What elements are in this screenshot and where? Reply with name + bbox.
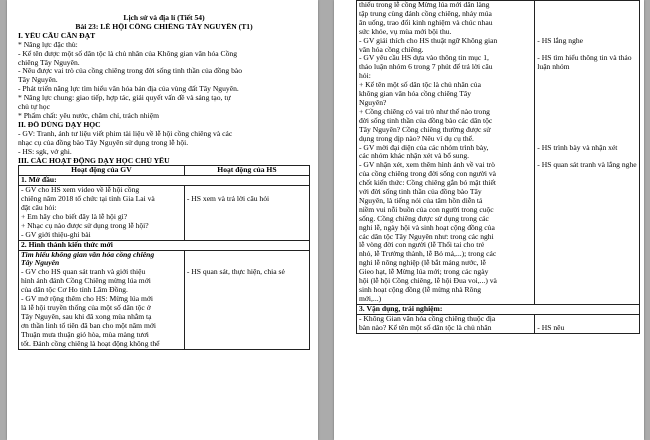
text-line xyxy=(537,152,637,161)
text-line xyxy=(537,99,637,108)
table-row xyxy=(357,314,640,333)
text-line xyxy=(537,46,637,55)
document-page-left xyxy=(7,0,318,440)
text-line: * Năng lực đặc thù: xyxy=(18,40,78,49)
text-line: Tìm hiểu không gian văn hóa cồng chiêng xyxy=(21,250,155,259)
text-line: của cồng chiêng trong đời sống con người và xyxy=(359,170,496,179)
text-line: luận nhóm xyxy=(537,63,570,72)
section-row xyxy=(19,176,310,186)
text-line: - GV cho HS quan sát tranh và giới thiệu xyxy=(21,268,146,277)
text-line: sức khỏe, vụ mùa mới bội thu. xyxy=(359,27,452,36)
text-line: - Nêu được vai trò của cồng chiêng trong đời sống tinh thần của đồng bào xyxy=(18,67,243,76)
text-line: là lễ hội truyền thống của một số dân tộc ở xyxy=(21,304,151,312)
text-line: + Nhạc cụ nào được sử dụng trong lễ hội? xyxy=(21,221,149,230)
text-line: - HS quan sát, thực hiện, chia sẻ xyxy=(186,268,285,277)
page-content xyxy=(18,14,310,350)
text-line: - GV giải thích cho HS thuật ngữ Không gian xyxy=(359,36,498,45)
text-line: - Phát triển năng lực tìm hiểu văn hóa bản địa của vùng đất Tây Nguyên. xyxy=(18,85,239,94)
document-page-right xyxy=(334,0,644,440)
text-line xyxy=(537,90,637,99)
text-line: - HS lắng nghe xyxy=(537,36,584,45)
text-line xyxy=(187,259,307,268)
text-line: Gieo hạt, lễ Mừng lúa mới; trong các ngày xyxy=(359,268,489,277)
table-row xyxy=(19,186,310,240)
text-line: - GV mở rộng thêm cho HS: Mừng lúa mới xyxy=(21,295,154,304)
text-line: - GV yêu cầu HS dựa vào thông tin mục 1, xyxy=(359,54,489,63)
text-line xyxy=(537,72,637,81)
text-line: Tây Nguyên? Cồng chiêng thường được sử xyxy=(359,125,491,134)
text-line: nghi lễ nông nghiệp (lễ bắt máng nước, lễ xyxy=(359,259,486,268)
text-line: - GV nhận xét, xem thêm hình ảnh về vai trò xyxy=(359,161,495,170)
text-line: II. ĐỒ DÙNG DẠY HỌC xyxy=(18,120,101,129)
text-line: - HS nêu xyxy=(537,323,565,332)
text-line: - GV cho HS xem video về lễ hội cồng xyxy=(21,186,140,195)
text-line: Thuận mưa thuận gió hòa, mùa màng tươi xyxy=(21,330,149,339)
text-line: hỏi: xyxy=(359,72,371,81)
text-line: nghi lễ, ngày hội và sinh hoạt cộng đồng của xyxy=(359,223,495,232)
text-line: không gian văn hóa cồng chiêng Tây xyxy=(359,90,472,99)
text-line xyxy=(537,28,637,37)
student-activity-cell xyxy=(184,250,309,349)
text-line: sinh hoạt cộng đồng (lễ mừng nhà Rông xyxy=(359,286,482,294)
text-line xyxy=(537,315,637,324)
section-heading: 3. Vận dụng, trải nghiệm: xyxy=(357,304,640,314)
page-content xyxy=(356,0,640,334)
text-line: * Năng lực chung: giao tiếp, hợp tác, giải quyết vấn đề và sáng tạo, tự xyxy=(18,94,231,103)
text-line: - GV: Tranh, ảnh tư liệu viết phim tài liệu về lễ hội cồng chiêng và các xyxy=(18,129,233,138)
table-row xyxy=(19,250,310,349)
text-line: các nhóm khác nhận xét và bổ sung. xyxy=(359,152,470,161)
section-heading: 2. Hình thành kiến thức mới xyxy=(19,240,310,250)
student-activity-cell xyxy=(184,186,309,240)
text-line: - GV giới thiệu-ghi bài xyxy=(21,230,91,239)
text-line: văn hóa cồng chiêng. xyxy=(359,45,424,54)
text-line: sống. Cồng chiêng được sử dụng trong các xyxy=(359,214,489,223)
text-line: đời sống tinh thần của đồng bào các dân tộc xyxy=(359,116,493,125)
text-line: hình ảnh đánh Cồng Chiêng mừng lúa mới xyxy=(21,277,151,286)
text-line: thảo luận nhóm 6 trong 7 phút để trả lời câu xyxy=(359,63,493,72)
text-line: Lịch sử và địa lí (Tiết 54) xyxy=(123,14,205,22)
text-line: niềm vui nỗi buồn của con người trong cuộc xyxy=(359,205,494,214)
text-line: thiếu trong lễ cồng Mừng lúa mới dân làng xyxy=(359,1,490,9)
teacher-activity-cell xyxy=(19,186,185,240)
text-line: lễ vòng đời con người (lễ Thổi tai cho trẻ xyxy=(359,241,485,250)
text-line: - HS tìm hiểu thông tin và thảo xyxy=(537,54,632,63)
table-row xyxy=(357,1,640,305)
text-line xyxy=(537,135,637,144)
text-line: - HS trình bày và nhận xét xyxy=(537,143,618,152)
teacher-activity-cell xyxy=(357,1,535,305)
text-line: + Kể tên một số dân tộc là chủ nhân của xyxy=(359,81,481,90)
text-line: - HS: sgk, vở ghi. xyxy=(18,147,72,156)
text-line: + Cồng chiêng có vai trò như thế nào trong xyxy=(359,107,490,116)
text-line xyxy=(537,117,637,126)
text-line: + Em hãy cho biết đây là lễ hội gì? xyxy=(21,212,128,221)
teacher-activity-cell xyxy=(357,314,535,333)
text-line: Tây Nguyên. xyxy=(18,76,58,85)
text-line xyxy=(537,1,637,10)
text-line: hội (lễ hội Cồng chiêng, lễ hội Đua voi,...) và xyxy=(359,277,497,286)
text-line: ăn uống, trao đổi kinh nghiệm và chúc nhau xyxy=(359,18,493,27)
text-line: Nguyên, là tiếng nói của tâm hồn diễn tả xyxy=(359,196,483,205)
text-line: * Phẩm chất: yêu nước, chăm chỉ, trách nhiệm xyxy=(18,111,159,120)
text-line: chiêng Tây Nguyên. xyxy=(18,58,80,67)
text-line xyxy=(187,186,307,195)
text-line: các dân tộc Tây Nguyên như: trong các nghi xyxy=(359,232,494,241)
text-line: mới,...) xyxy=(359,294,382,303)
text-line: - HS quan sát tranh và lắng nghe xyxy=(537,161,637,170)
text-line xyxy=(537,19,637,28)
text-line: Nguyên? xyxy=(359,98,387,107)
text-line: - Không Gian văn hóa cồng chiêng thuộc địa xyxy=(359,314,496,323)
text-line: Tây Nguyên xyxy=(21,259,60,268)
table-header-row xyxy=(19,166,310,176)
text-line: tập trung cùng đánh cồng chiêng, nhảy múa xyxy=(359,9,492,18)
text-line: ơn thần linh tổ tiên đã ban cho một năm mới xyxy=(21,321,156,330)
text-line xyxy=(187,251,307,260)
text-line: I. YÊU CẦU CẦN ĐẠT xyxy=(18,31,96,40)
lesson-header xyxy=(18,14,310,165)
text-line xyxy=(537,10,637,19)
section-row xyxy=(357,304,640,314)
text-line: bàn nào? Kể tên một số dân tộc là chủ nhân xyxy=(359,323,492,332)
text-line: III. CÁC HOẠT ĐỘNG DẠY HỌC CHỦ YẾU xyxy=(18,156,170,165)
text-line xyxy=(537,126,637,135)
text-line: với đời sống tinh thần của đồng bào Tây xyxy=(359,188,482,197)
text-line: Bài 23: LỄ HỘI CỒNG CHIÊNG TÂY NGUYÊN (T1) xyxy=(75,22,253,31)
teacher-activity-cell xyxy=(19,250,185,349)
activity-table xyxy=(18,165,310,349)
text-line: chiêng năm 2018 tổ chức tại tỉnh Gia Lai và xyxy=(21,195,155,204)
text-line: đặt câu hỏi: xyxy=(21,204,57,213)
text-line: - GV mời đại diện của các nhóm trình bày, xyxy=(359,143,489,152)
text-line: nhạc cụ của đồng bào Tây Nguyên sử dụng trong lễ hội. xyxy=(18,138,189,147)
text-line xyxy=(537,81,637,90)
activity-table-continued xyxy=(356,0,640,334)
text-line: của dân tộc Cơ Ho tỉnh Lâm Đồng. xyxy=(21,286,128,295)
text-line: - HS xem và trả lời câu hỏi xyxy=(186,195,270,204)
text-line: chủ tự học xyxy=(18,103,50,112)
text-line: tốt. Đánh cồng chiêng là hoạt động không thể xyxy=(21,339,160,348)
section-heading: 1. Mở đầu: xyxy=(19,176,310,186)
col-header-teacher: Hoạt động của GV xyxy=(19,166,185,176)
text-line: nhỏ, lễ Trưởng thành, lễ Bỏ mả,...); trong các xyxy=(359,250,497,259)
text-line xyxy=(537,108,637,117)
student-activity-cell xyxy=(535,314,640,333)
section-row xyxy=(19,240,310,250)
text-line: dụng trong dịp nào? Nêu ví dụ cụ thể. xyxy=(359,134,474,143)
col-header-student: Hoạt động của HS xyxy=(184,166,309,176)
text-line: chốt kiến thức: Cồng chiêng gắn bó mật thiết xyxy=(359,179,496,188)
text-line: Tây Nguyên, sau khi đã xong mùa nhằm tạ xyxy=(21,312,152,321)
student-activity-cell xyxy=(535,1,640,305)
text-line: - Kể tên được một số dân tộc là chủ nhân của Không gian văn hóa Cồng xyxy=(18,49,238,58)
